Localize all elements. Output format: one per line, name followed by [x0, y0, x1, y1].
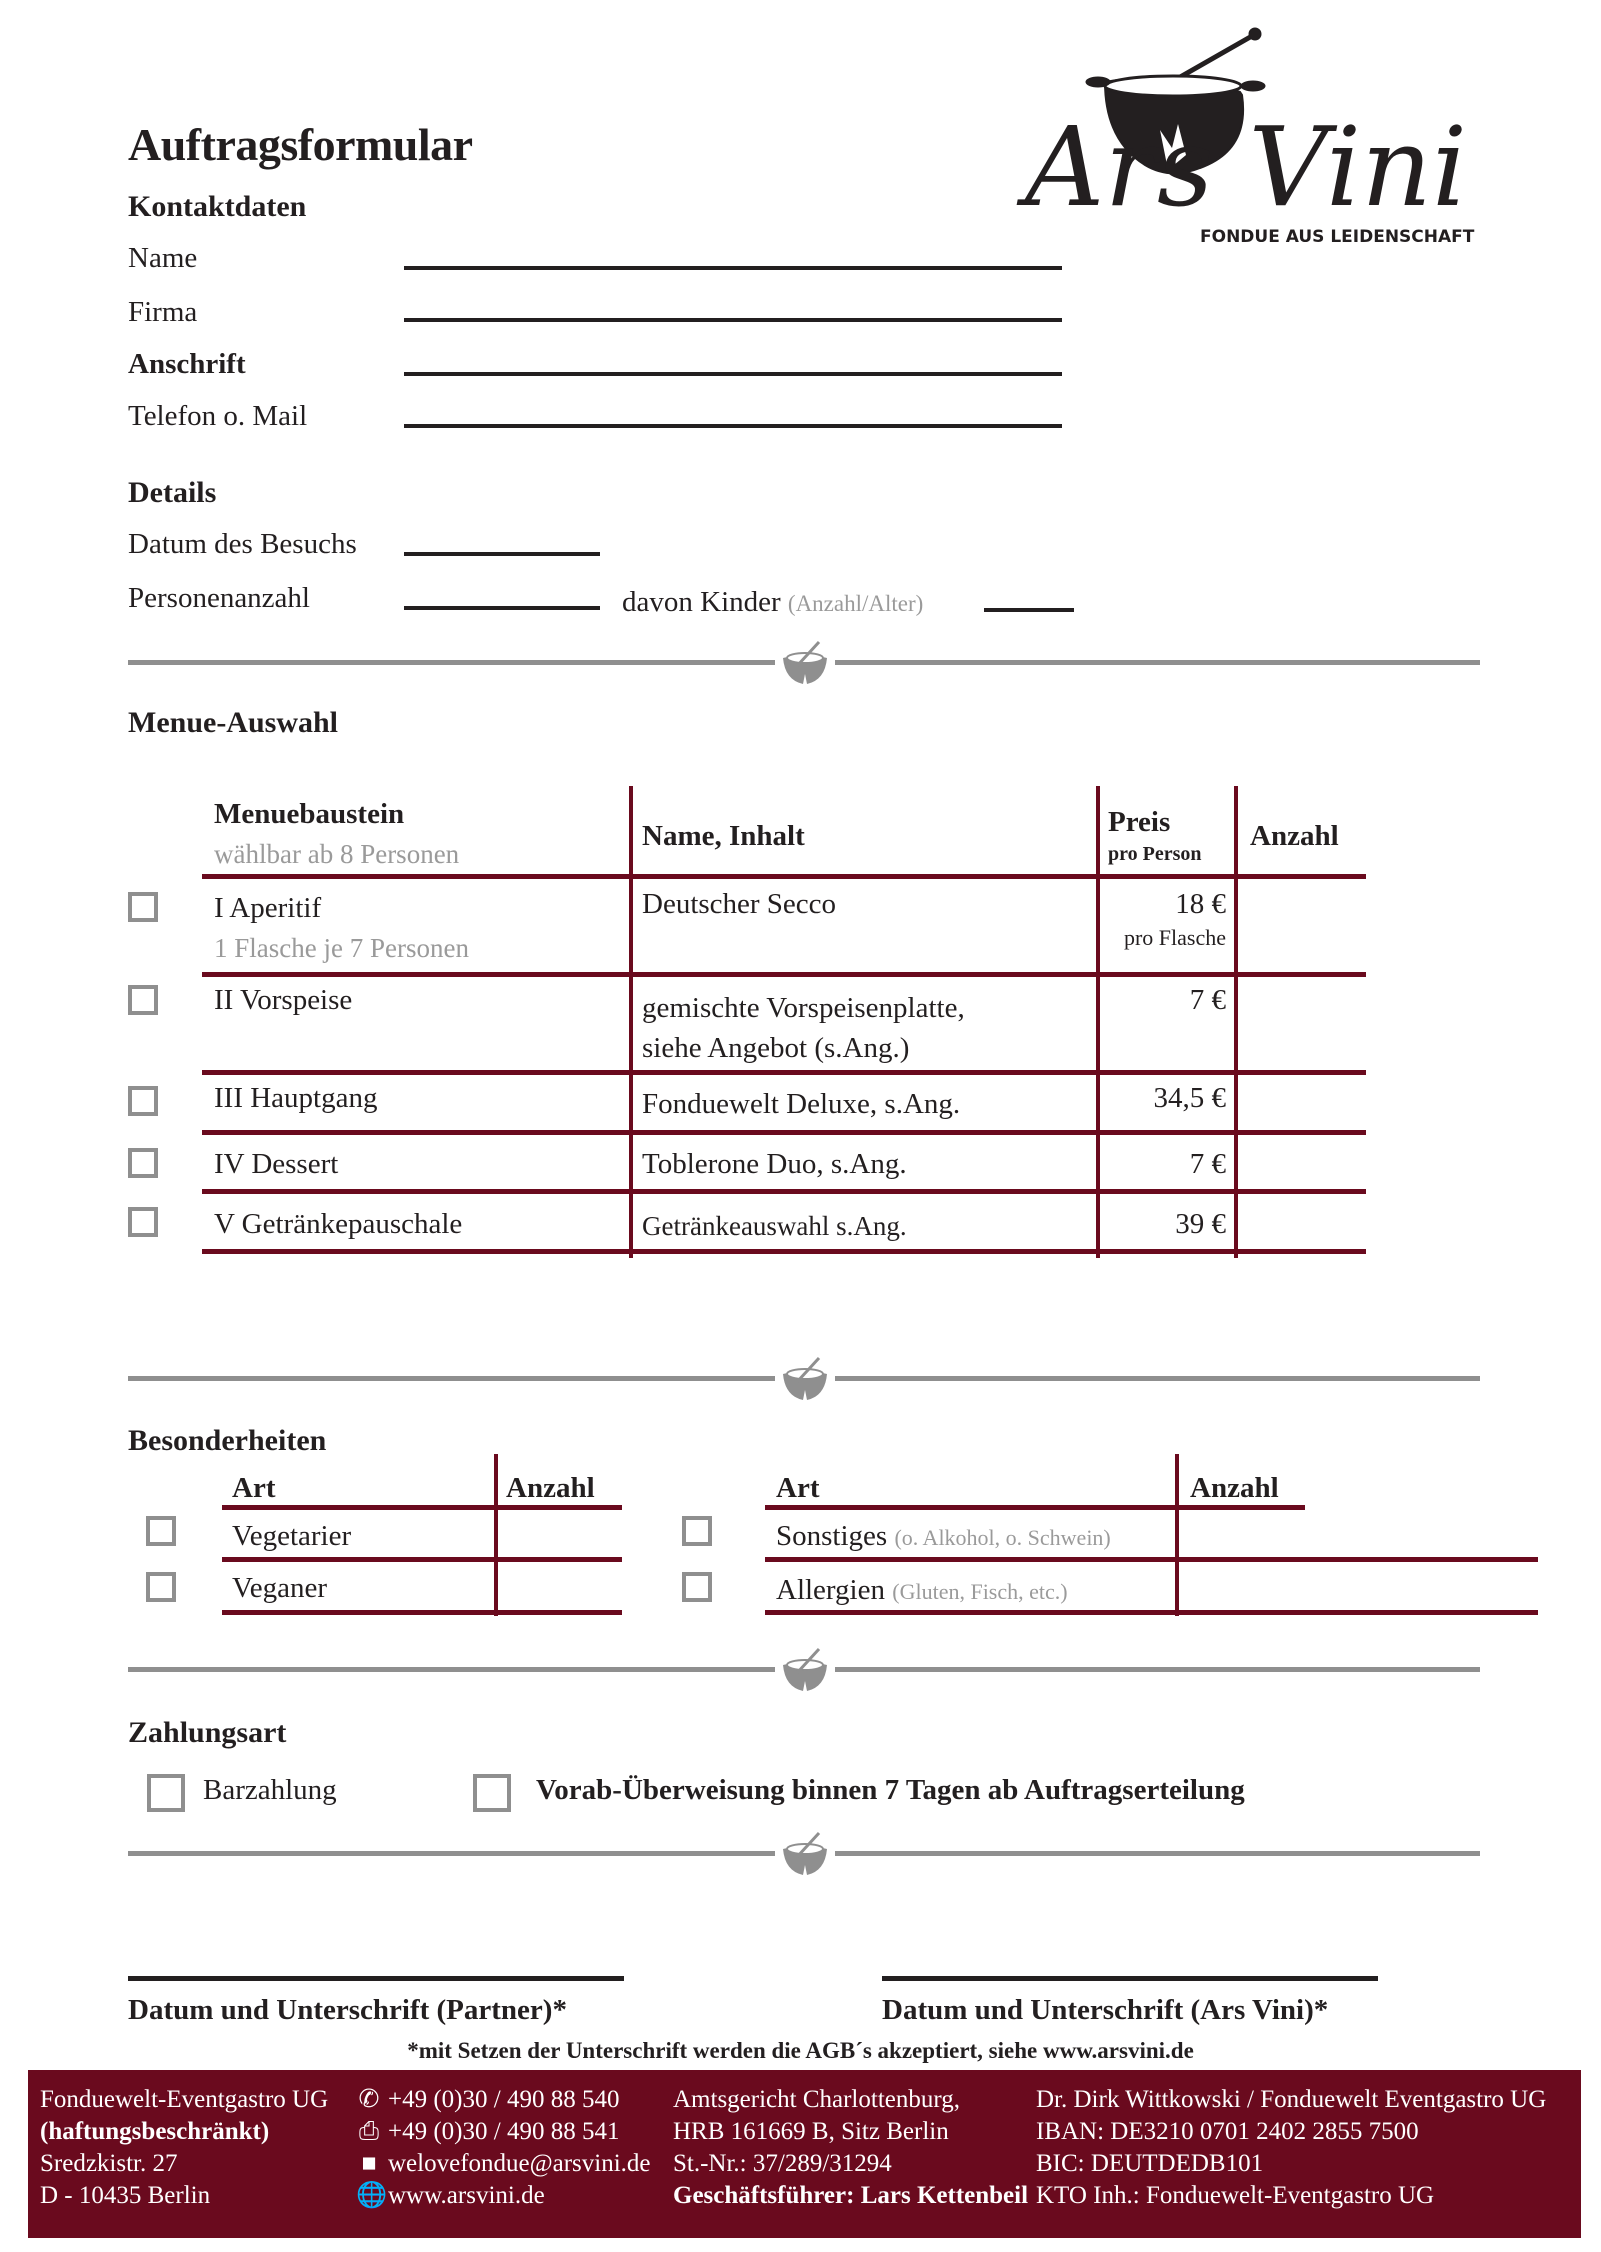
- row-divider: [222, 1505, 622, 1510]
- legal-line: Amtsgericht Charlottenburg,: [673, 2086, 960, 2113]
- row-divider: [202, 1130, 1366, 1135]
- col-header-preis-sub: pro Person: [1108, 843, 1202, 865]
- column-divider: [1175, 1454, 1179, 1616]
- fax-number: +49 (0)30 / 490 88 541: [388, 2118, 620, 2145]
- row-name: Fonduewelt Deluxe, s.Ang.: [642, 1088, 961, 1120]
- vorspeise-checkbox[interactable]: [128, 985, 158, 1015]
- special-item: Veganer: [232, 1572, 328, 1604]
- company-city: D - 10435 Berlin: [40, 2182, 211, 2209]
- menu-heading: Menue-Auswahl: [128, 706, 339, 739]
- ueberweisung-label: Vorab-Überweisung binnen 7 Tagen ab Auftragserteilung: [536, 1774, 1245, 1806]
- bank-line: Dr. Dirk Wittkowski / Fonduewelt Eventgastro UG: [1036, 2086, 1547, 2113]
- persons-field[interactable]: [404, 606, 600, 610]
- vegetarier-checkbox[interactable]: [146, 1516, 176, 1546]
- column-divider: [1234, 786, 1238, 1258]
- footer-legal: [673, 2084, 1028, 2212]
- row-divider: [202, 972, 1366, 977]
- details-heading: Details: [128, 476, 217, 509]
- name-label: Name: [128, 242, 198, 274]
- row-note: 1 Flasche je 7 Personen: [214, 933, 469, 963]
- bank-line: KTO Inh.: Fonduewelt-Eventgastro UG: [1036, 2182, 1435, 2209]
- aperitif-anzahl-field[interactable]: [1240, 880, 1362, 970]
- website-link[interactable]: www.arsvini.de: [388, 2182, 545, 2209]
- page-title: Auftragsformular: [128, 119, 473, 170]
- col-header-art: Art: [776, 1472, 820, 1504]
- sonstiges-checkbox[interactable]: [682, 1516, 712, 1546]
- col-header-anzahl: Anzahl: [1250, 820, 1339, 852]
- row-name: Getränkeauswahl s.Ang.: [642, 1211, 907, 1241]
- row-price: 7 €: [1189, 1148, 1226, 1180]
- anschrift-label: Anschrift: [128, 348, 246, 380]
- svg-text:Ars Vini: Ars Vini: [1025, 103, 1468, 231]
- col-header-anzahl: Anzahl: [506, 1472, 595, 1504]
- dessert-checkbox[interactable]: [128, 1148, 158, 1178]
- row-divider: [202, 874, 1366, 879]
- special-item-label: Allergien: [776, 1574, 885, 1606]
- date-field[interactable]: [404, 552, 600, 556]
- fondue-pot-icon: [775, 1829, 835, 1877]
- row-price: 7 €: [1189, 984, 1226, 1016]
- partner-signature-label: Datum und Unterschrift (Partner)*: [128, 1994, 567, 2026]
- row-divider: [202, 1189, 1366, 1194]
- dessert-anzahl-field[interactable]: [1240, 1136, 1362, 1188]
- special-heading: Besonderheiten: [128, 1424, 327, 1457]
- col-header-baustein: Menuebaustein: [214, 798, 405, 830]
- row-price: 39 €: [1175, 1208, 1226, 1240]
- row-divider: [222, 1610, 622, 1615]
- row-divider: [765, 1557, 1538, 1562]
- contact-heading: Kontaktdaten: [128, 190, 307, 223]
- vegetarier-anzahl-field[interactable]: [500, 1512, 620, 1554]
- special-item: [776, 1572, 1068, 1610]
- column-divider: [494, 1454, 498, 1616]
- column-divider: [629, 786, 633, 1258]
- company-name: Fonduewelt-Eventgastro UG: [40, 2086, 329, 2113]
- hauptgang-checkbox[interactable]: [128, 1086, 158, 1116]
- bank-line: IBAN: DE3210 0701 2402 2855 7500: [1036, 2118, 1419, 2145]
- fondue-pot-icon: [775, 1645, 835, 1693]
- fax-icon: ⎙: [358, 2118, 379, 2145]
- legal-line: St.-Nr.: 37/289/31294: [673, 2150, 892, 2177]
- agb-note: *mit Setzen der Unterschrift werden die AGB´s akzeptiert, siehe www.arsvini.de: [407, 2038, 1194, 2063]
- legal-line: HRB 161669 B, Sitz Berlin: [673, 2118, 949, 2145]
- col-header-anzahl: Anzahl: [1190, 1472, 1279, 1504]
- barzahlung-label: Barzahlung: [203, 1774, 337, 1806]
- bank-line: BIC: DEUTDEDB101: [1036, 2150, 1264, 2177]
- row-divider: [222, 1557, 622, 1562]
- telefon-mail-label: Telefon o. Mail: [128, 400, 308, 432]
- footer-company: [40, 2084, 328, 2212]
- barzahlung-checkbox[interactable]: [147, 1774, 185, 1812]
- row-divider: [765, 1505, 1305, 1510]
- payment-heading: Zahlungsart: [128, 1716, 287, 1749]
- row-price: 18 €: [1175, 888, 1226, 920]
- footer: [28, 2070, 1581, 2238]
- row-baustein: II Vorspeise: [214, 984, 353, 1016]
- ars-vini-logo: [1010, 20, 1590, 250]
- arsvini-signature-label: Datum und Unterschrift (Ars Vini)*: [882, 1994, 1329, 2026]
- mail-icon: ■: [361, 2150, 377, 2177]
- allergien-anzahl-field[interactable]: [1182, 1564, 1532, 1606]
- partner-signature-line[interactable]: [128, 1976, 624, 1981]
- row-name-2: siehe Angebot (s.Ang.): [642, 1032, 910, 1064]
- col-header-baustein-sub: wählbar ab 8 Personen: [214, 839, 460, 869]
- row-divider: [202, 1070, 1366, 1075]
- children-label-text: davon Kinder: [622, 586, 781, 618]
- row-divider: [765, 1610, 1538, 1615]
- row-baustein: III Hauptgang: [214, 1082, 378, 1114]
- aperitif-checkbox[interactable]: [128, 892, 158, 922]
- phone-number: +49 (0)30 / 490 88 540: [388, 2086, 620, 2113]
- col-header-art: Art: [232, 1472, 276, 1504]
- special-item-label: Sonstiges: [776, 1520, 888, 1552]
- legal-line: Geschäftsführer: Lars Kettenbeil: [673, 2182, 1029, 2209]
- row-name: gemischte Vorspeisenplatte,: [642, 992, 965, 1024]
- name-field[interactable]: [404, 266, 1062, 270]
- column-divider: [1096, 786, 1100, 1258]
- row-name: Deutscher Secco: [642, 888, 837, 920]
- anschrift-field[interactable]: [404, 372, 1062, 376]
- date-label: Datum des Besuchs: [128, 528, 357, 560]
- svg-text:FONDUE AUS LEIDENSCHAFT: FONDUE AUS LEIDENSCHAFT: [1200, 227, 1475, 247]
- company-legal-form: (haftungsbeschränkt): [40, 2118, 270, 2145]
- veganer-anzahl-field[interactable]: [500, 1564, 620, 1606]
- special-item: [776, 1518, 1111, 1556]
- fondue-pot-icon: [775, 638, 835, 686]
- children-field[interactable]: [984, 608, 1074, 612]
- row-price: 34,5 €: [1153, 1082, 1226, 1114]
- persons-label: Personenanzahl: [128, 582, 310, 614]
- row-price-note: pro Flasche: [1123, 925, 1226, 950]
- col-header-preis: Preis: [1108, 806, 1171, 838]
- firma-label: Firma: [128, 296, 198, 328]
- children-hint: (Anzahl/Alter): [787, 591, 924, 616]
- special-item-hint: (o. Alkohol, o. Schwein): [894, 1525, 1111, 1550]
- row-divider: [202, 1249, 1366, 1254]
- row-baustein: I Aperitif: [214, 892, 322, 924]
- getraenke-checkbox[interactable]: [128, 1207, 158, 1237]
- sonstiges-anzahl-field[interactable]: [1182, 1512, 1532, 1554]
- getraenke-anzahl-field[interactable]: [1240, 1196, 1362, 1248]
- email-link[interactable]: welovefondue@arsvini.de: [388, 2150, 651, 2177]
- col-header-name: Name, Inhalt: [642, 820, 805, 852]
- allergien-checkbox[interactable]: [682, 1572, 712, 1602]
- phone-icon: ✆: [358, 2086, 380, 2113]
- arsvini-signature-line[interactable]: [882, 1976, 1378, 1981]
- globe-icon: 🌐: [356, 2182, 388, 2209]
- footer-bank: [1036, 2084, 1546, 2212]
- telefon-mail-field[interactable]: [404, 424, 1062, 428]
- hauptgang-anzahl-field[interactable]: [1240, 1076, 1362, 1128]
- fondue-pot-icon: [775, 1354, 835, 1402]
- row-baustein: IV Dessert: [214, 1148, 339, 1180]
- footer-contact: [356, 2084, 651, 2212]
- row-name: Toblerone Duo, s.Ang.: [642, 1148, 907, 1180]
- veganer-checkbox[interactable]: [146, 1572, 176, 1602]
- children-label: [622, 586, 923, 619]
- firma-field[interactable]: [404, 318, 1062, 322]
- ueberweisung-checkbox[interactable]: [473, 1774, 511, 1812]
- special-item-hint: (Gluten, Fisch, etc.): [892, 1579, 1068, 1604]
- company-street: Sredzkistr. 27: [40, 2150, 178, 2177]
- special-item: Vegetarier: [232, 1520, 352, 1552]
- vorspeise-anzahl-field[interactable]: [1240, 978, 1362, 1068]
- row-baustein: V Getränkepauschale: [214, 1208, 463, 1240]
